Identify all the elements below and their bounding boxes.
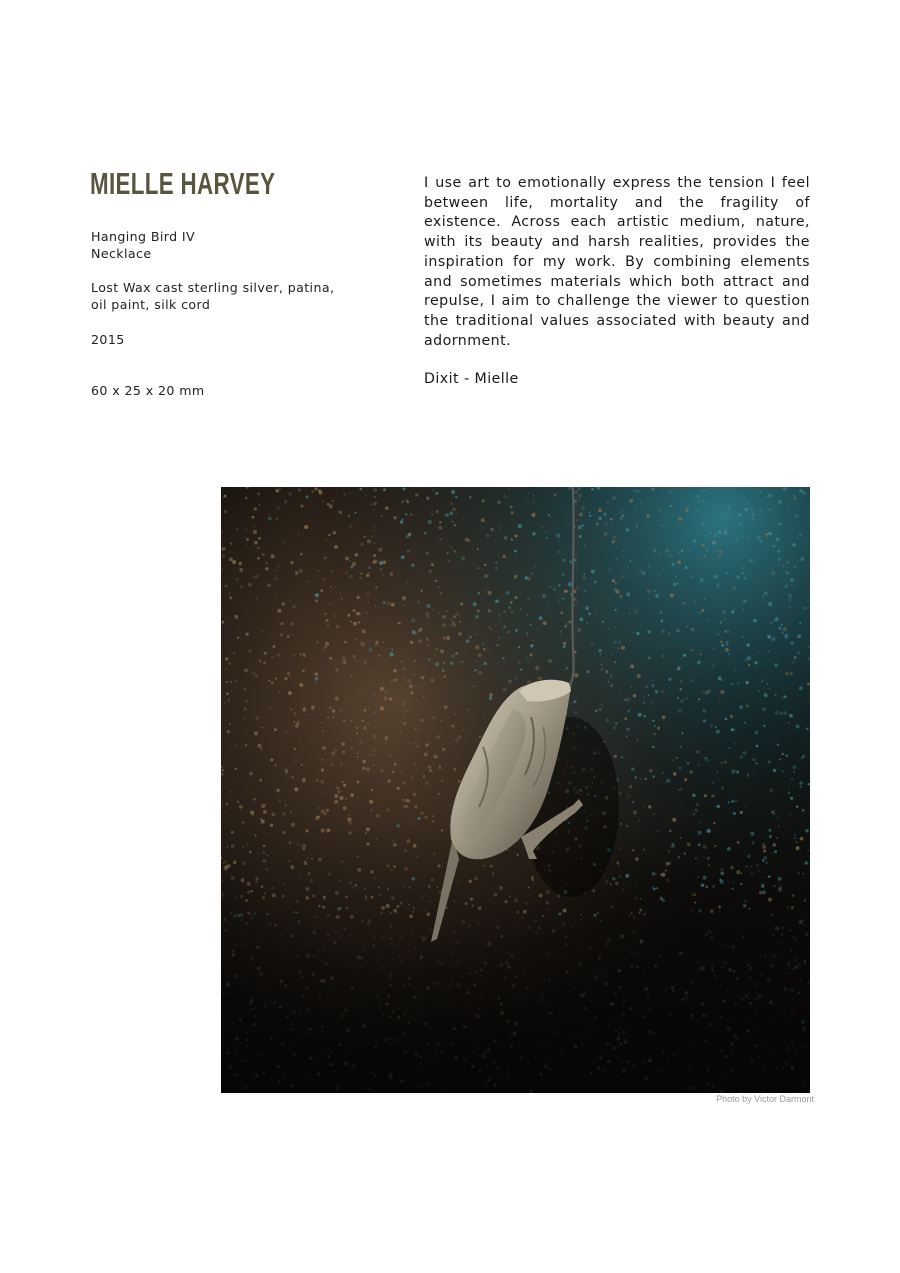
work-type: Necklace	[91, 246, 152, 261]
photo-credit: Photo by Victor Darmont	[716, 1094, 814, 1104]
dimensions-text: 60 x 25 x 20 mm	[91, 383, 205, 398]
materials-block	[91, 279, 351, 313]
bird-pendant-image	[221, 487, 810, 1093]
artwork-photo	[221, 487, 810, 1093]
work-title-block	[91, 228, 351, 262]
year-text: 2015	[91, 332, 125, 347]
work-dimensions	[91, 382, 351, 399]
artist-statement: I use art to emotionally express the tension I feel between life, mortality and the fragility of existence. Across each artistic medium, nature, with its beauty and harsh realities, provides the inspiration for my work. By combining elements and sometimes materials which both attract and repulse, I aim to challenge the viewer to question the traditional values associated with beauty and adornment.	[424, 175, 810, 349]
materials-line-1: Lost Wax cast sterling silver, patina,	[91, 280, 335, 295]
work-title: Hanging Bird IV	[91, 229, 196, 244]
statement-signoff: Dixit - Mielle	[424, 371, 519, 387]
work-year	[91, 331, 351, 348]
artist-name: MIELLE HARVEY	[90, 166, 276, 201]
materials-line-2: oil paint, silk cord	[91, 297, 211, 312]
